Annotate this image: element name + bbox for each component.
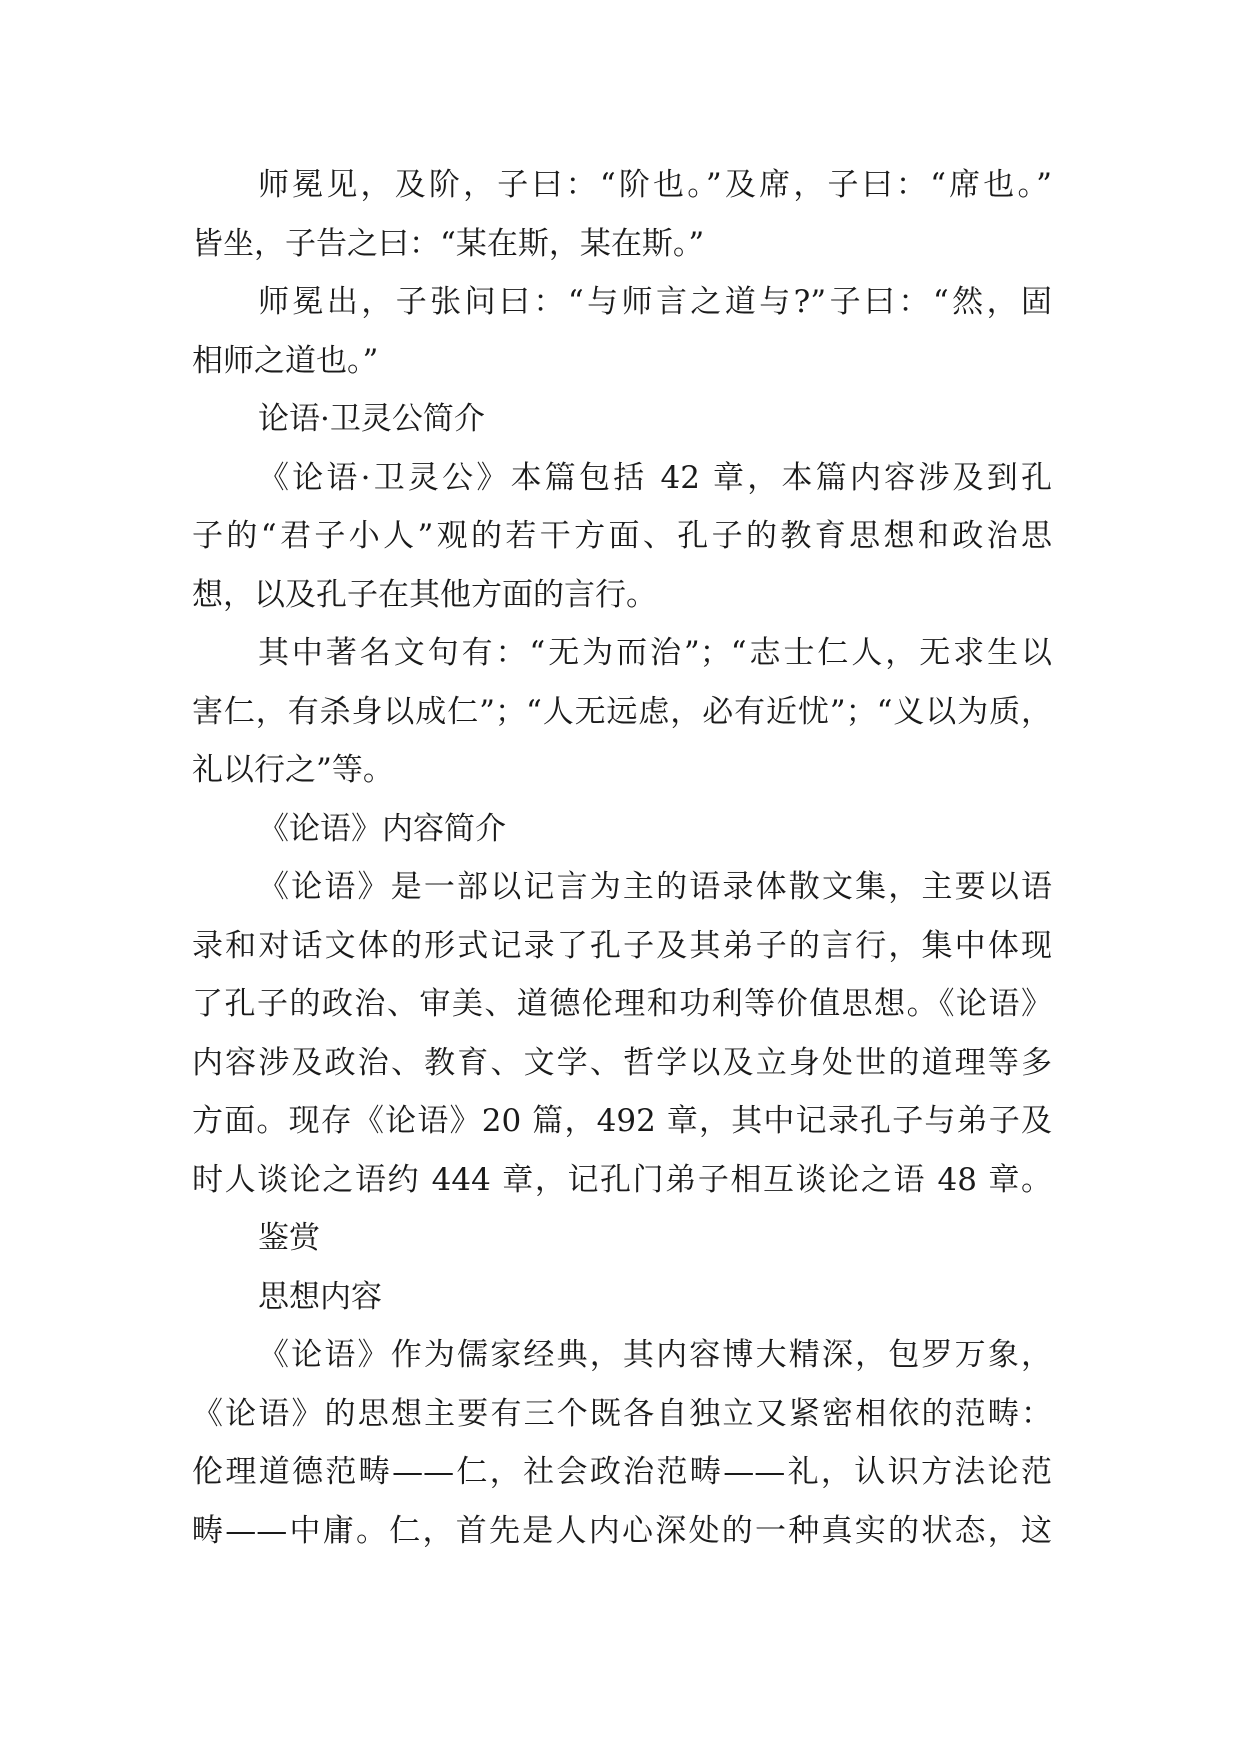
- text-line: 伦理道德范畴——仁，社会政治范畴——礼，认识方法论范: [192, 1454, 1052, 1490]
- text-line: 害仁，有杀身以成仁”；“人无远虑，必有近忧”；“义以为质，: [192, 693, 1052, 730]
- text-line: 方面。现存《论语》20 篇，492 章，其中记录孔子与弟子及: [192, 1103, 1052, 1139]
- text-line: 皆坐，子告之曰：“某在斯，某在斯。”: [192, 225, 705, 262]
- text-line: 相师之道也。”: [192, 342, 379, 379]
- section-heading: 鉴赏: [258, 1220, 320, 1256]
- text-line: 畴——中庸。仁，首先是人内心深处的一种真实的状态，这: [192, 1512, 1052, 1549]
- section-heading: 《论语》内容简介: [258, 810, 506, 847]
- section-heading: 思想内容: [258, 1278, 382, 1315]
- text-line: 师冕见，及阶，子曰：“阶也。”及席，子曰：“席也。”: [258, 167, 1052, 203]
- text-line: 《论语·卫灵公》本篇包括 42 章，本篇内容涉及到孔: [258, 459, 1052, 496]
- text-line: 想，以及孔子在其他方面的言行。: [192, 576, 657, 613]
- text-line: 师冕出，子张问曰：“与师言之道与?”子曰：“然，固: [258, 284, 1052, 320]
- text-line: 礼以行之”等。: [192, 752, 394, 788]
- text-line: 《论语》的思想主要有三个既各自独立又紧密相依的范畴：: [192, 1395, 1052, 1432]
- text-line: 录和对话文体的形式记录了孔子及其弟子的言行，集中体现: [192, 927, 1052, 964]
- text-line: 其中著名文句有：“无为而治”；“志士仁人，无求生以: [258, 635, 1052, 671]
- text-line: 《论语》是一部以记言为主的语录体散文集，主要以语: [258, 869, 1052, 905]
- text-line: 《论语》作为儒家经典，其内容博大精深，包罗万象，: [258, 1337, 1052, 1373]
- text-line: 子的“君子小人”观的若干方面、孔子的教育思想和政治思: [192, 518, 1052, 554]
- document-body: [192, 156, 1052, 1560]
- text-line: 内容涉及政治、教育、文学、哲学以及立身处世的道理等多: [192, 1044, 1052, 1081]
- text-line: 时人谈论之语约 444 章，记孔门弟子相互谈论之语 48 章。: [192, 1161, 1052, 1198]
- text-line: 了孔子的政治、审美、道德伦理和功利等价值思想。《论语》: [192, 986, 1052, 1022]
- section-heading: 论语·卫灵公简介: [258, 401, 485, 437]
